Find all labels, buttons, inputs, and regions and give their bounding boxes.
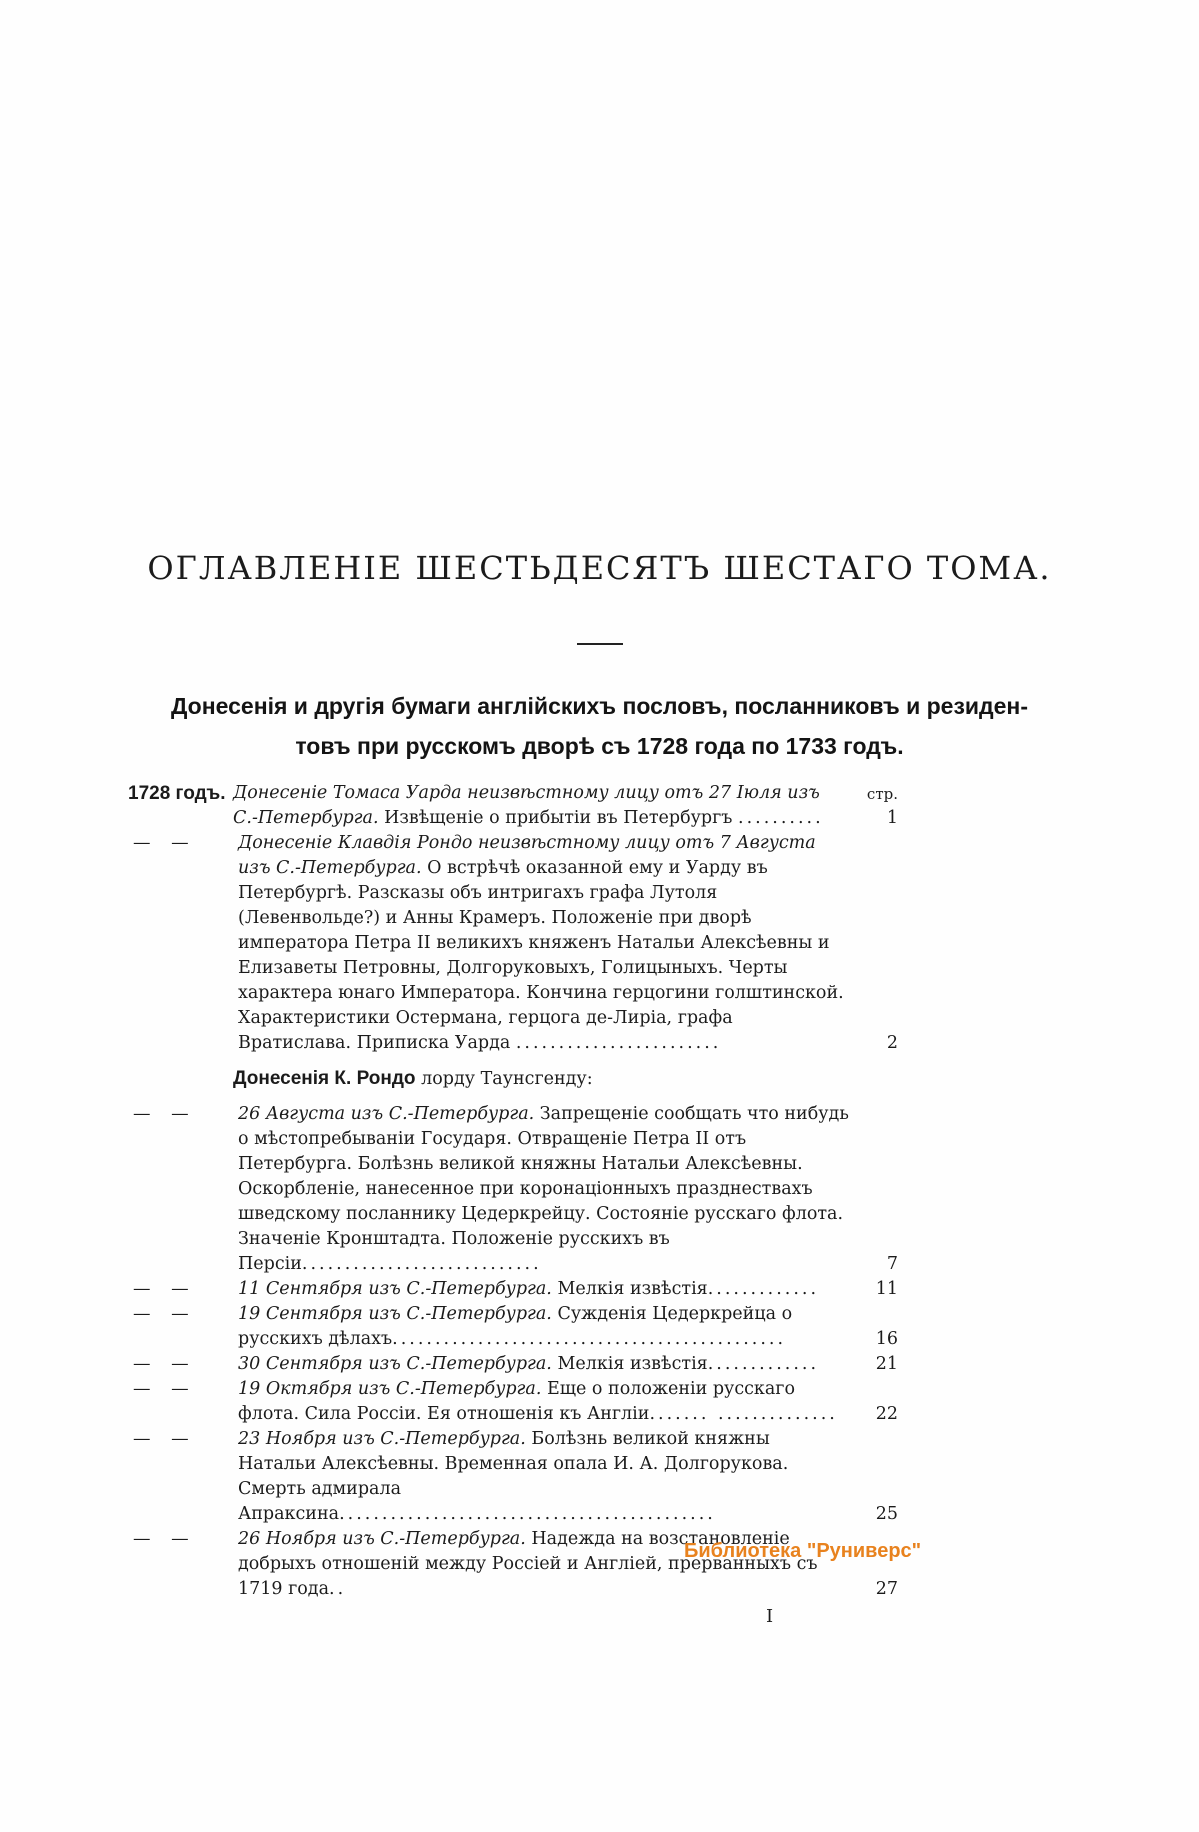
sheet-signature: I [766,1606,774,1627]
entry-ditto-dashes: — — [133,1379,189,1399]
entry-title-italic: 19 Сентября изъ С.-Петербурга. [238,1304,552,1324]
entry-ditto-dashes: — — [133,833,189,853]
toc-section-heading-rest: лорду Таунсгенду: [415,1069,593,1089]
dot-leader: ............. [707,1354,820,1374]
page-number: 7 [886,1254,898,1274]
entry-title-italic: 30 Сентября изъ С.-Петербурга. [238,1354,552,1374]
page-number: 16 [875,1329,898,1349]
toc-entry [128,1377,898,1427]
entry-description: Мелкія извѣстія [551,1279,708,1299]
page-number: 1 [886,808,898,828]
entry-title-italic: 23 Ноября изъ С.-Петербурга. [238,1429,526,1449]
page-number: 21 [875,1354,898,1374]
dot-leader: .. [329,1579,347,1599]
entry-text [238,1527,898,1602]
entry-description: Запрещеніе сообщать что нибудь о мѣстопребываніи Государя. Отвращеніе Петра II отъ Петербурга. Болѣзнь великой княжны Натальи Алексѣевны. Оскорбленіе, нанесенное при коронаціонныхъ празднествахъ шведскому посланнику Цедеркрейцу. Состояніе русскаго флота. Значеніе Кронштадта. Положеніе русскихъ въ Персіи [238,1104,849,1274]
page-column-header: стр. [866,785,898,803]
entry-description: О встрѣчѣ оказанной ему и Уарду въ Петербургѣ. Разсказы объ интригахъ графа Лутоля (Левенвольде?) и Анны Крамеръ. Положеніе при дворѣ императора Петра II великихъ княженъ Натальи Алексѣевны и Елизаветы Петровны, Долгоруковыхъ, Голицыныхъ. Черты характера юнаго Императора. Кончина герцогини голштинской. Характеристики Остермана, герцога де-Лиріа, графа Вратислава. Приписка Уарда [238,858,844,1053]
entry-title-italic: Донесеніе Томаса Уарда неизвѣстному лицу отъ 27 Іюля изъ С.-Петербурга. [233,783,820,828]
runivers-watermark: Библиотека "Руниверс" [684,1540,922,1562]
toc-section-heading-bold: Донесенія К. Рондо [233,1068,416,1089]
dot-leader: ............................ [301,1254,542,1274]
entry-title-italic: 26 Ноября изъ С.-Петербурга. [238,1529,526,1549]
dot-leader: .............................................. [392,1329,787,1349]
entry-description: Мелкія извѣстія [551,1354,708,1374]
entry-description: Сужденія Цедеркрейца о русскихъ дѣлахъ [238,1304,793,1349]
table-of-contents [128,781,898,1629]
entry-text [238,1277,898,1302]
toc-entry [128,781,898,831]
entry-title-italic: 19 Октября изъ С.-Петербурга. [238,1379,542,1399]
entry-text [238,1377,898,1427]
entry-title-italic: Донесеніе Клавдія Рондо неизвѣстному лицу отъ 7 Августа изъ С.-Петербурга. [238,833,816,878]
entry-ditto-dashes: — — [133,1354,189,1374]
toc-entry [128,831,898,1056]
dot-leader: ............. [707,1279,820,1299]
entry-text [238,1427,898,1527]
entry-description: Извѣщеніе о прибытіи въ Петербургъ [378,808,739,828]
page-number: 22 [875,1404,898,1424]
page-number: 11 [875,1279,898,1299]
dot-leader: ....... .............. [649,1404,838,1424]
volume-subtitle-line2: товъ при русскомъ дворѣ съ 1728 года по 1733 годъ. [295,733,904,759]
entry-year-label: 1728 годъ. [128,783,226,804]
volume-subtitle [60,686,1139,766]
toc-entry [128,1352,898,1377]
toc-entries [128,781,898,1602]
entry-ditto-dashes: — — [133,1304,189,1324]
page-number: 25 [875,1504,898,1524]
entry-title-italic: 11 Сентября изъ С.-Петербурга. [238,1279,552,1299]
entry-text [238,1102,898,1277]
entry-text [238,1302,898,1352]
dot-leader: ............................................ [339,1504,716,1524]
toc-entry [128,1427,898,1527]
toc-section-heading [233,1066,898,1092]
entry-text [233,781,898,831]
entry-description: Еще о положеніи русскаго флота. Сила Россіи. Ея отношенія къ Англіи [238,1379,796,1424]
entry-ditto-dashes: — — [133,1104,189,1124]
entry-description: Надежда на возстановленіе добрыхъ отношеній между Россіей и Англіей, прерванныхъ съ 1719 года [238,1529,818,1599]
dot-leader: .......... [738,808,824,828]
toc-entry [128,1102,898,1277]
page-number: 2 [886,1033,898,1053]
dot-leader: ........................ [515,1033,722,1053]
toc-entry [128,1277,898,1302]
toc-entry [128,1527,898,1602]
entry-title-italic: 26 Августа изъ С.-Петербурга. [238,1104,535,1124]
toc-entry [128,1302,898,1352]
entry-text [238,831,898,1056]
page-number: 27 [875,1579,898,1599]
entry-description: Болѣзнь великой княжны Натальи Алексѣевны. Временная опала И. А. Долгорукова. Смерть адмирала Апраксина [238,1429,789,1524]
entry-ditto-dashes: — — [133,1279,189,1299]
entry-text [238,1352,898,1377]
entry-ditto-dashes: — — [133,1429,189,1449]
title-divider-rule [577,643,623,645]
page-title: ОГЛАВЛЕНІЕ ШЕСТЬДЕСЯТЪ ШЕСТАГО ТОМА. [147,549,1052,587]
volume-subtitle-line1: Донесенія и другія бумаги англійскихъ пословъ, посланниковъ и резиден- [171,693,1028,719]
entry-ditto-dashes: — — [133,1529,189,1549]
